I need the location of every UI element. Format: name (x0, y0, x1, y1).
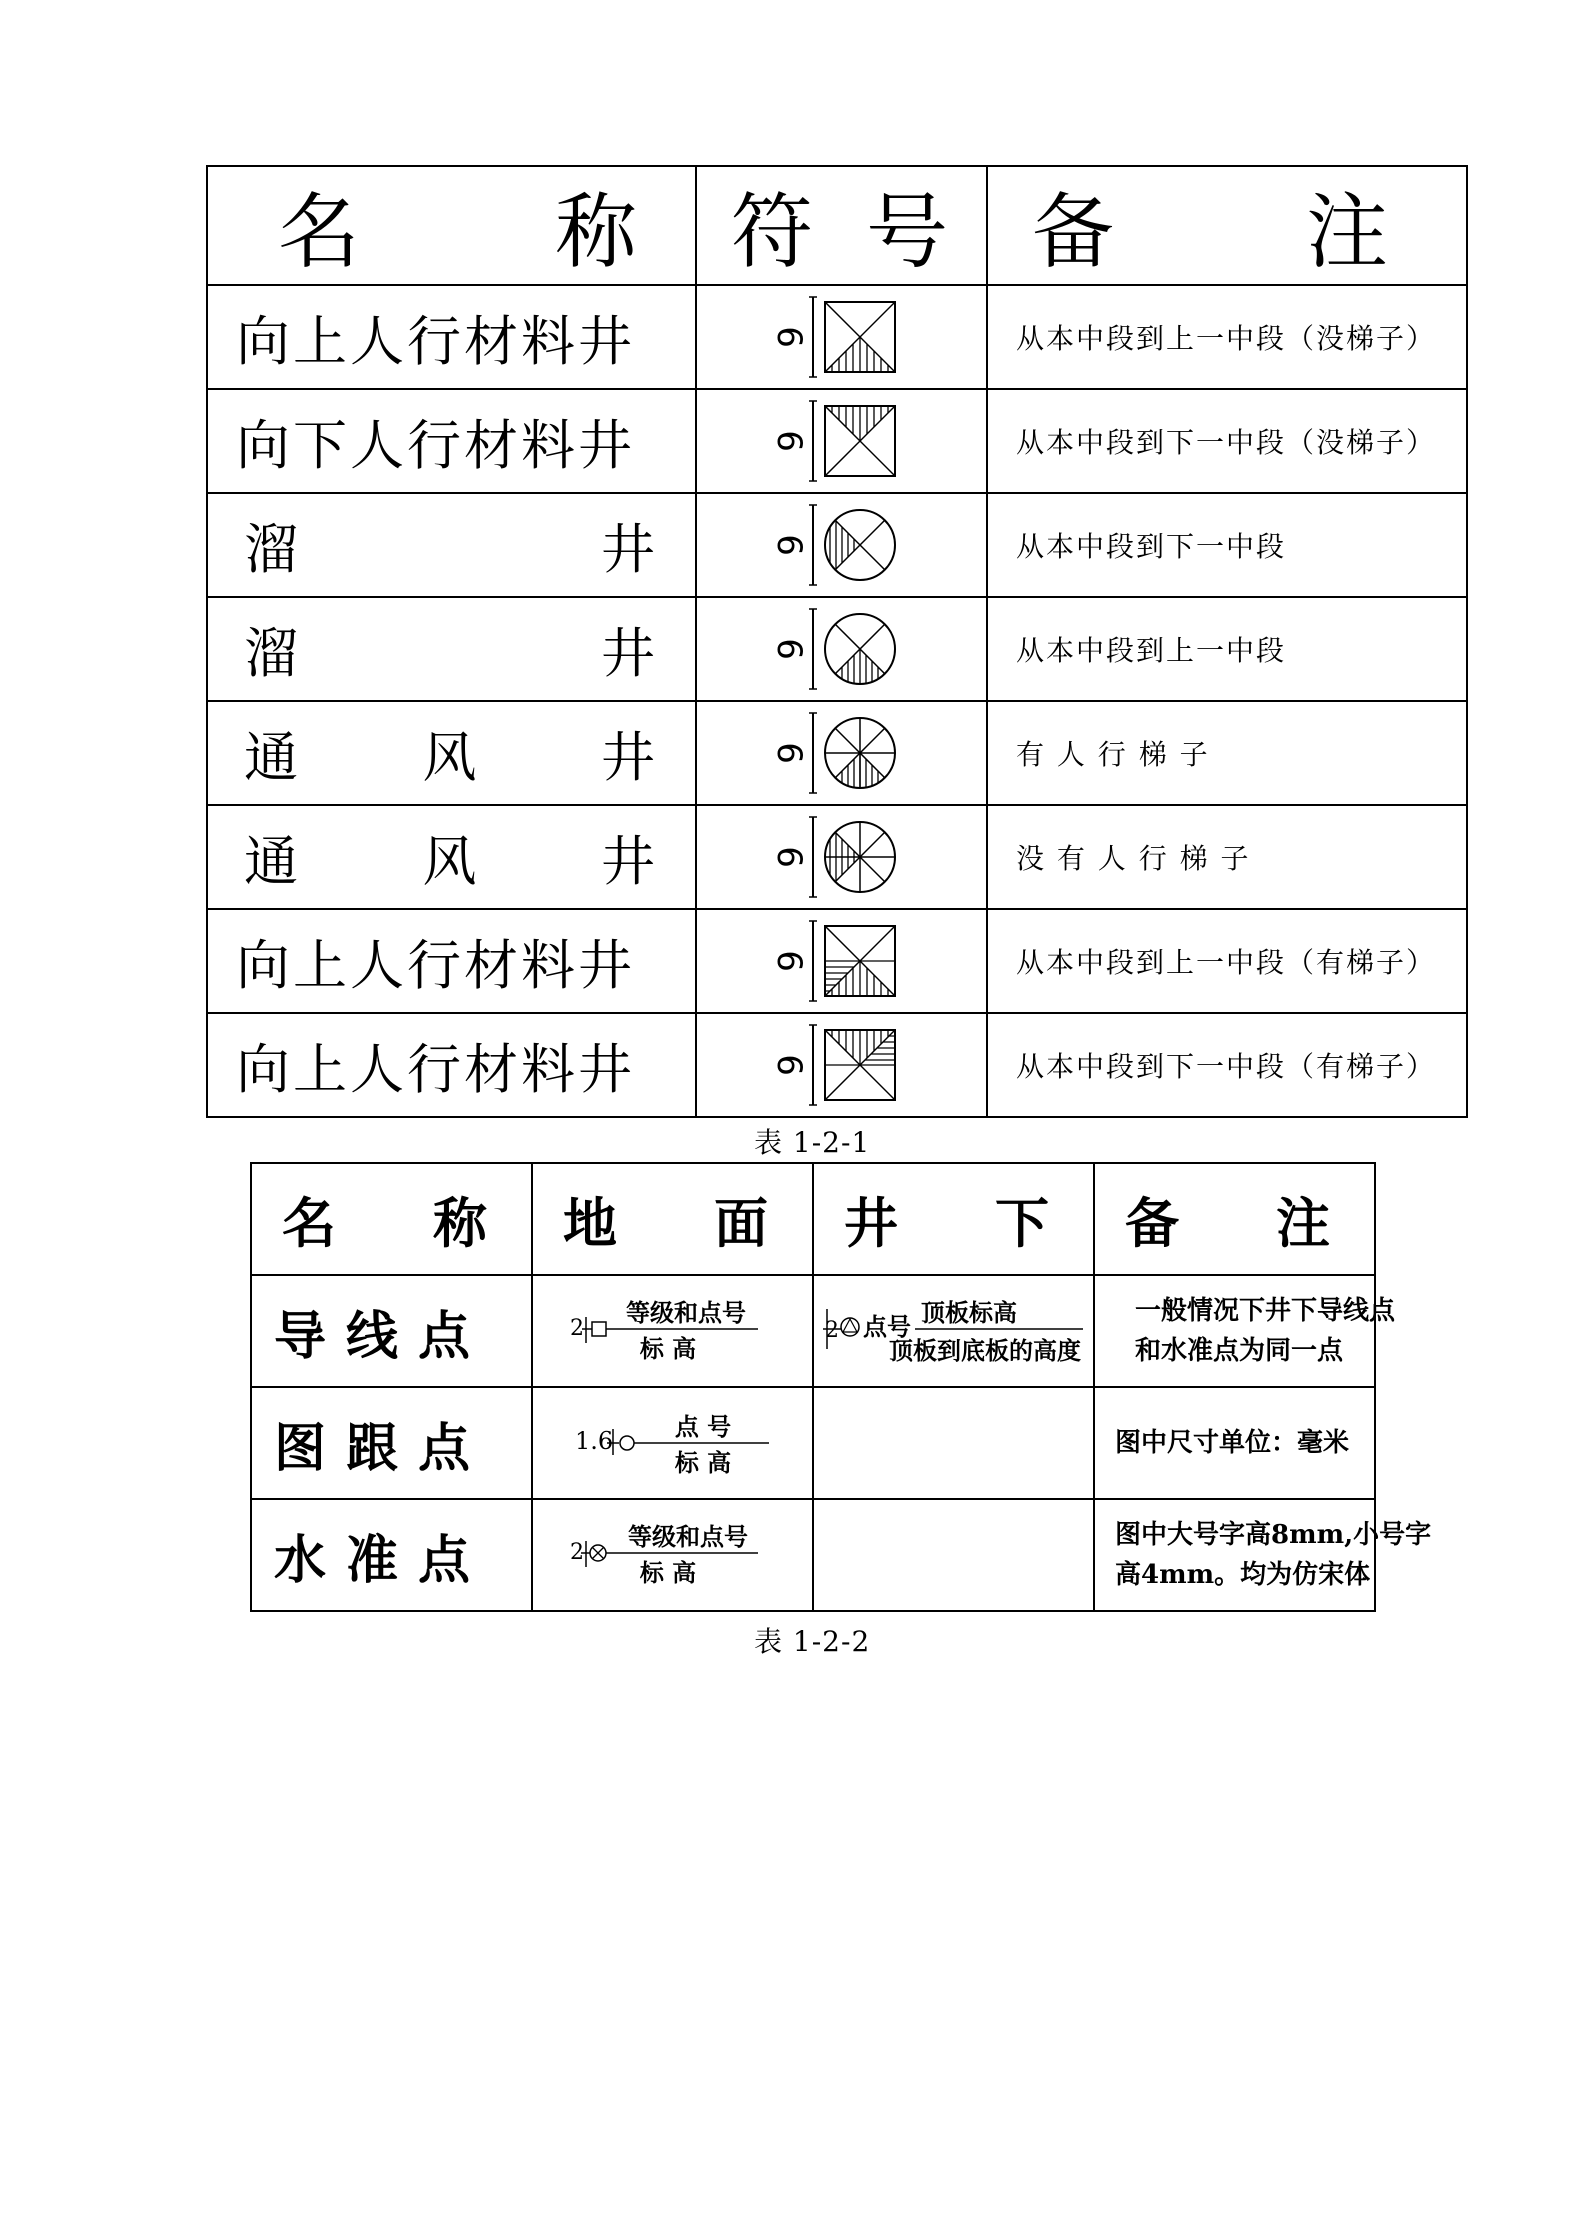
dimension-label: 6 (768, 846, 809, 868)
note-line: 一般情况下井下导线点 (1135, 1296, 1396, 1326)
map-control-point-circle-icon (573, 1403, 773, 1483)
traverse-point-square-icon (568, 1291, 778, 1371)
shaft-name-char: 井 (601, 621, 655, 685)
header-char: 注 (1276, 1190, 1330, 1255)
shaft-name-char: 井 (601, 829, 655, 893)
shaft-name-char: 风 (422, 725, 477, 789)
header-char: 备 (1125, 1190, 1179, 1255)
table1-header-row (207, 166, 1467, 285)
shaft-name-char: 通 (244, 725, 298, 789)
header-char: 名 (282, 1190, 336, 1255)
dimension-label: 6 (768, 1054, 809, 1076)
point-name (251, 1499, 532, 1611)
header-symbol-char: 符 (731, 185, 814, 280)
note-line: 图中大号字高8mm,小号字 (1115, 1520, 1432, 1550)
shaft-symbol (696, 597, 987, 701)
shaft-note (987, 701, 1467, 805)
shaft-name-char: 风 (422, 829, 477, 893)
point-name (251, 1387, 532, 1499)
table-row (207, 805, 1467, 909)
ground-mark-cell (532, 1275, 813, 1387)
table-row (251, 1275, 1375, 1387)
size-label: 2 (569, 1316, 584, 1341)
shaft-symbol-circle-star-down-icon (767, 811, 917, 903)
shaft-name (207, 909, 696, 1013)
shaft-note-text: 从本中段到上一中段（有梯子） (1016, 946, 1437, 979)
table-row (207, 701, 1467, 805)
shaft-note (987, 597, 1467, 701)
elevation-label: 标 高 (639, 1558, 696, 1587)
shaft-symbol-circle-x-up-icon (767, 603, 917, 695)
header-note-char: 备 (1032, 185, 1115, 280)
header-char: 称 (433, 1190, 487, 1255)
shaft-note (987, 805, 1467, 909)
header-name (207, 166, 696, 285)
dimension-label: 6 (768, 742, 809, 764)
point-name (251, 1275, 532, 1387)
shaft-symbol-circle-x-down-icon (767, 499, 917, 591)
shaft-symbol-square-down-icon (767, 395, 917, 487)
shaft-name (207, 389, 696, 493)
shaft-note (987, 285, 1467, 389)
shaft-name-text: 向上人行材料井 (236, 933, 635, 997)
shaft-symbol (696, 285, 987, 389)
shaft-note-text: 从本中段到下一中段 (1016, 530, 1287, 563)
shaft-name-char: 溜 (244, 621, 298, 685)
shaft-note (987, 389, 1467, 493)
level-and-number-label: 等级和点号 (625, 1298, 746, 1327)
dimension-label: 6 (768, 950, 809, 972)
underground-mark-cell (813, 1387, 1094, 1499)
shaft-name-text: 向上人行材料井 (236, 1037, 635, 1101)
benchmark-circle-x-icon (568, 1515, 778, 1595)
shaft-symbol-square-ladder-down-icon (767, 1019, 917, 1111)
shaft-name-text: 向上人行材料井 (236, 309, 635, 373)
shaft-name-char: 井 (601, 517, 655, 581)
note-cell (1094, 1499, 1432, 1611)
shaft-name (207, 285, 696, 389)
header-char: 面 (714, 1190, 768, 1255)
header-underground (813, 1163, 1094, 1275)
shaft-symbol-square-ladder-up-icon (767, 915, 917, 1007)
header-note-char: 注 (1305, 185, 1388, 280)
table-row (251, 1387, 1375, 1499)
symbol-table-1 (206, 165, 1468, 1118)
table-row (251, 1499, 1375, 1611)
header-symbol (696, 166, 987, 285)
table-row (207, 597, 1467, 701)
shaft-note-text: 没 有 人 行 梯 子 (1016, 842, 1251, 875)
shaft-name (207, 597, 696, 701)
point-name-text: 水准点 (274, 1529, 491, 1591)
table2-caption: 表 1-2-2 (754, 1625, 871, 1658)
header-char: 井 (844, 1190, 898, 1255)
shaft-note (987, 493, 1467, 597)
header-name-char: 名 (278, 185, 361, 280)
shaft-symbol (696, 493, 987, 597)
roof-to-floor-height-label: 顶板到底板的高度 (888, 1336, 1081, 1365)
shaft-note-text: 有 人 行 梯 子 (1016, 738, 1210, 771)
shaft-name (207, 493, 696, 597)
shaft-symbol (696, 701, 987, 805)
shaft-name (207, 805, 696, 909)
note-line: 图中尺寸单位：毫米 (1115, 1428, 1350, 1458)
dimension-label: 6 (768, 430, 809, 452)
header-name (251, 1163, 532, 1275)
shaft-symbol (696, 1013, 987, 1117)
dimension-label: 6 (768, 326, 809, 348)
size-label: 2 (824, 1318, 839, 1343)
table-row (207, 909, 1467, 1013)
shaft-symbol (696, 909, 987, 1013)
shaft-note-text: 从本中段到下一中段（有梯子） (1016, 1050, 1437, 1083)
underground-mark-cell (813, 1275, 1094, 1387)
table-row (207, 285, 1467, 389)
size-label: 1.6 (574, 1427, 613, 1455)
underground-mark-cell (813, 1499, 1094, 1611)
point-number-label: 点号 (862, 1312, 911, 1341)
ground-mark-cell (532, 1499, 813, 1611)
note-cell (1094, 1275, 1396, 1387)
shaft-note-text: 从本中段到下一中段（没梯子） (1016, 426, 1437, 459)
shaft-symbol (696, 389, 987, 493)
table-row (207, 1013, 1467, 1117)
header-char: 下 (995, 1190, 1049, 1255)
header-char: 地 (563, 1190, 617, 1255)
point-name-text: 图跟点 (274, 1417, 491, 1479)
elevation-label: 标 高 (639, 1334, 696, 1363)
note-line: 和水准点为同一点 (1135, 1336, 1344, 1366)
shaft-note-text: 从本中段到上一中段（没梯子） (1016, 322, 1437, 355)
shaft-name-char: 井 (601, 725, 655, 789)
table-row (207, 493, 1467, 597)
note-line: 高4mm。均为仿宋体 (1115, 1560, 1371, 1590)
elevation-label: 标 高 (674, 1448, 731, 1477)
header-name-char: 称 (554, 185, 637, 280)
dimension-label: 6 (768, 534, 809, 556)
shaft-note (987, 1013, 1467, 1117)
roof-elevation-label: 顶板标高 (920, 1298, 1017, 1327)
note-cell (1094, 1387, 1375, 1499)
size-label: 2 (569, 1540, 584, 1565)
underground-point-triangle-icon (819, 1291, 1089, 1371)
shaft-note (987, 909, 1467, 1013)
shaft-name-char: 通 (244, 829, 298, 893)
point-number-label: 点 号 (674, 1412, 731, 1441)
point-name-text: 导线点 (274, 1305, 491, 1367)
header-note (987, 166, 1467, 285)
level-and-number-label: 等级和点号 (627, 1522, 748, 1551)
shaft-symbol (696, 805, 987, 909)
shaft-symbol-square-up-icon (767, 291, 917, 383)
shaft-name-text: 向下人行材料井 (236, 413, 635, 477)
shaft-name (207, 701, 696, 805)
table1-caption: 表 1-2-1 (754, 1126, 871, 1159)
symbol-table-2 (250, 1162, 1432, 1612)
shaft-name (207, 1013, 696, 1117)
ground-mark-cell (532, 1387, 813, 1499)
header-symbol-char: 号 (865, 185, 948, 280)
shaft-name-char: 溜 (244, 517, 298, 581)
dimension-label: 6 (768, 638, 809, 660)
table-row (207, 389, 1467, 493)
table2-header-row (251, 1163, 1375, 1275)
header-ground (532, 1163, 813, 1275)
shaft-note-text: 从本中段到上一中段 (1016, 634, 1287, 667)
shaft-symbol-circle-star-up-icon (767, 707, 917, 799)
header-note (1094, 1163, 1375, 1275)
